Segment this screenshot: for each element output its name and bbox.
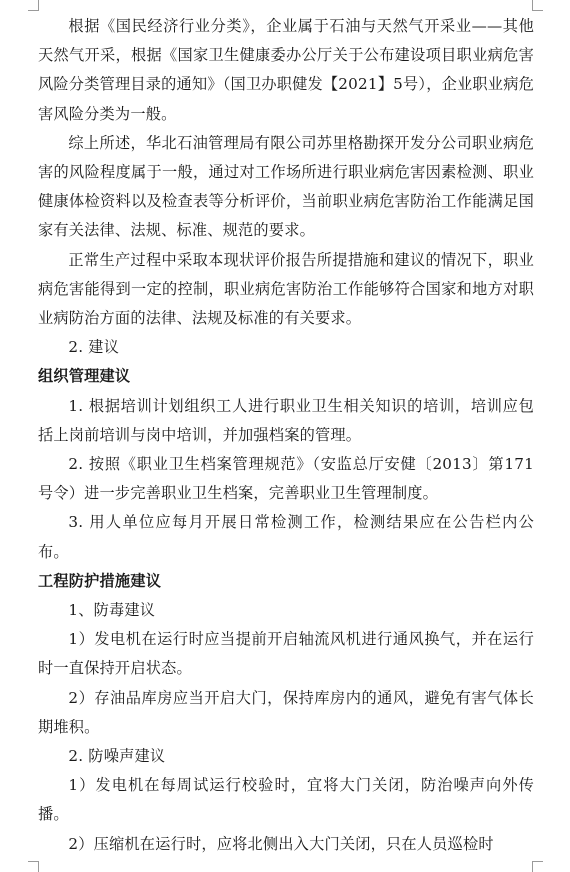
paragraph-industry-classification: 根据《国民经济行业分类》，企业属于石油与天然气开采业——其他天然气开采，根据《国家卫生健康委办公厅关于公布建设项目职业病危害风险分类管理目录的通知》（国卫办职健发【2021】5号），企业职业病危害风险分类为一般。 [38, 17, 534, 123]
heading-organization-management: 组织管理建议 [38, 367, 131, 386]
crop-mark-bottom-left [28, 861, 39, 872]
crop-mark-top-right [532, 0, 543, 11]
anti-noise-item-1: 1）发电机在每周试运行校验时，宜将大门关闭，防治噪声向外传播。 [38, 776, 534, 824]
anti-toxic-item-2: 2）存油品库房应当开启大门，保持库房内的通风，避免有害气体长期堆积。 [38, 688, 534, 736]
anti-toxic-item-1: 1）发电机在运行时应当提前开启轴流风机进行通风换气，并在运行时一直保持开启状态。 [38, 630, 534, 678]
document-body [38, 12, 534, 859]
subsection-anti-toxic: 1、防毒建议 [68, 601, 156, 620]
subsection-anti-noise: 2. 防噪声建议 [68, 747, 166, 766]
section-recommendations: 2. 建议 [68, 338, 120, 357]
crop-mark-bottom-right [532, 861, 543, 872]
crop-mark-top-left [28, 0, 39, 11]
recommendation-archives: 2. 按照《职业卫生档案管理规范》（安监总厅安健〔2013〕第171号令）进一步完善职业卫生档案，完善职业卫生管理制度。 [38, 455, 534, 503]
recommendation-monthly-testing: 3. 用人单位应每月开展日常检测工作，检测结果应在公告栏内公布。 [38, 513, 534, 561]
recommendation-training: 1. 根据培训计划组织工人进行职业卫生相关知识的培训，培训应包括上岗前培训与岗中培训，并加强档案的管理。 [38, 396, 534, 444]
anti-noise-item-2: 2）压缩机在运行时，应将北侧出入大门关闭，只在人员巡检时 [68, 834, 494, 853]
paragraph-summary: 综上所述，华北石油管理局有限公司苏里格勘探开发分公司职业病危害的风险程度属于一般，通过对工作场所进行职业病危害因素检测、职业健康体检资料以及检查表等分析评价，当前职业病危害防治工作能满足国家有关法律、法规、标准、规范的要求。 [38, 133, 534, 240]
paragraph-normal-production: 正常生产过程中采取本现状评价报告所提措施和建议的情况下，职业病危害能得到一定的控制，职业病危害防治工作能够符合国家和地方对职业病防治方面的法律、法规及标准的有关要求。 [38, 250, 534, 328]
heading-engineering-protection: 工程防护措施建议 [38, 571, 162, 590]
